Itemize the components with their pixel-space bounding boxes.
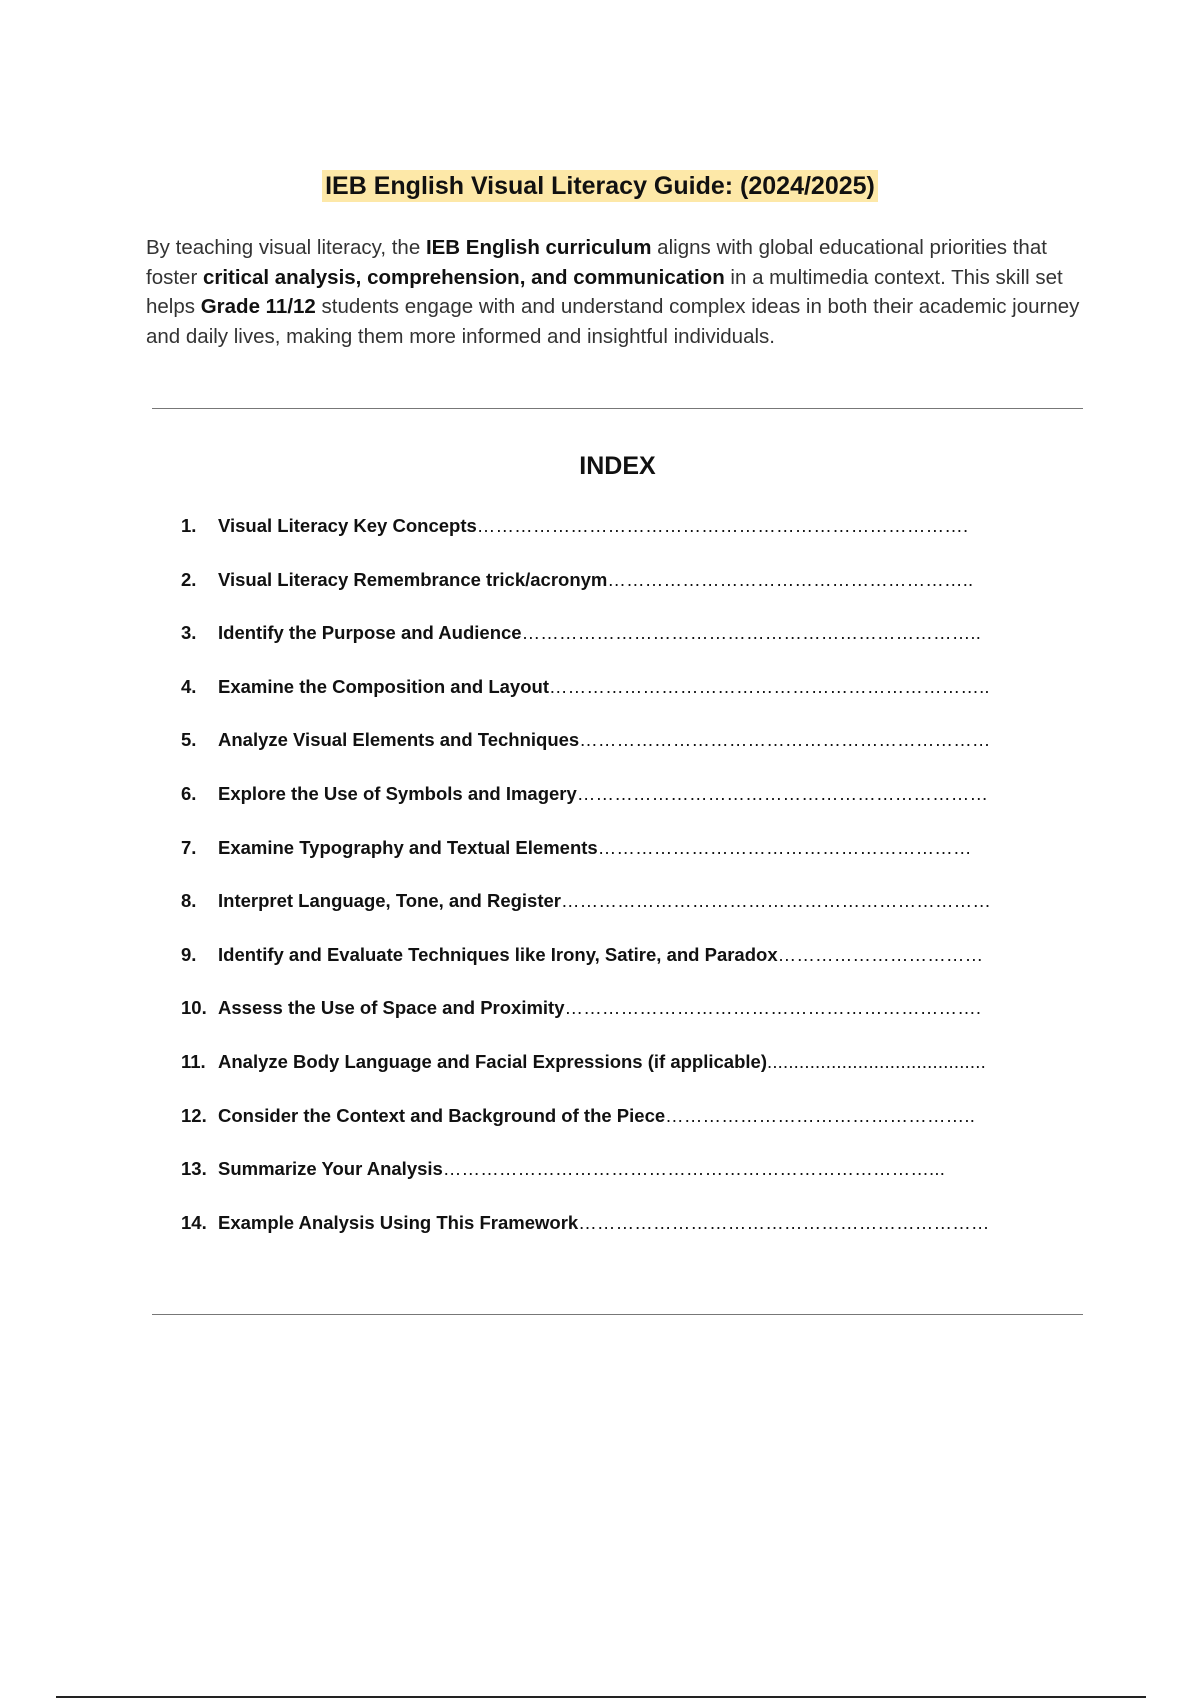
- index-item-number: 13.: [181, 1158, 207, 1180]
- index-item-leader: …………………………………………………..: [607, 568, 974, 590]
- index-item-leader: ……………………………………………………: [597, 836, 972, 858]
- index-item-leader: ……………………………………………………………..: [548, 675, 990, 697]
- index-item-leader: .........................................: [766, 1050, 986, 1072]
- index-item-title: Identify and Evaluate Techniques like Irony, Satire, and Paradox: [218, 943, 778, 965]
- index-item: [181, 512, 991, 566]
- document-title: IEB English Visual Literacy Guide: (2024/2025): [322, 170, 878, 202]
- index-item: [181, 673, 991, 727]
- index-item-leader: ……………………………: [777, 943, 984, 965]
- index-item: [181, 994, 991, 1048]
- index-item-title: Explore the Use of Symbols and Imagery: [218, 782, 577, 804]
- index-item: [181, 1048, 991, 1102]
- index-item: [181, 887, 991, 941]
- index-item-leader: …………………………………………………………: [576, 782, 989, 804]
- index-item-title: Examine the Composition and Layout: [218, 675, 549, 697]
- index-item: [181, 834, 991, 888]
- index-item-leader: …………………………………………..: [665, 1104, 976, 1126]
- index-item-number: 11.: [181, 1050, 206, 1072]
- index-item-title: Analyze Body Language and Facial Expressions (if applicable): [218, 1050, 767, 1072]
- index-item: [181, 619, 991, 673]
- index-item: [181, 1102, 991, 1156]
- index-item-title: Examine Typography and Textual Elements: [218, 836, 598, 858]
- index-item-number: 5.: [181, 729, 197, 751]
- index-item: [181, 780, 991, 834]
- title-container: [0, 170, 1200, 202]
- top-divider: [152, 408, 1083, 409]
- index-item-number: 1.: [181, 515, 197, 536]
- index-item-title: Analyze Visual Elements and Techniques: [218, 729, 580, 751]
- index-item: [181, 1209, 991, 1263]
- intro-text-4: students engage with and understand complex ideas in both their academic journey and daily lives, making them more informed and insightful individuals.: [146, 295, 1080, 348]
- index-item-number: 8.: [181, 890, 197, 912]
- intro-text-3: in a multimedia context. This skill set helps: [146, 265, 1063, 318]
- index-item: [181, 941, 991, 995]
- index-item-number: 12.: [181, 1104, 207, 1126]
- index-item-leader: ……………………………………………………………………...: [442, 1158, 946, 1180]
- index-item-number: 6.: [181, 782, 197, 804]
- index-list: [181, 512, 991, 1262]
- index-item-number: 4.: [181, 675, 197, 697]
- intro-bold-curriculum: IEB English curriculum: [425, 236, 652, 259]
- index-item-title: Visual Literacy Key Concepts: [218, 515, 477, 536]
- index-item-number: 2.: [181, 568, 197, 590]
- index-item-leader: ………………………………………………………………..: [521, 622, 982, 644]
- index-item: [181, 566, 991, 620]
- intro-text-2: aligns with global educational priorities that foster: [146, 236, 1047, 289]
- intro-bold-skills: critical analysis, comprehension, and communication: [202, 265, 725, 289]
- index-item-leader: ………………………………………………………….: [564, 997, 982, 1019]
- page-edge-line: [56, 1696, 1146, 1698]
- index-item-leader: …………………………………………………………………….: [476, 515, 969, 536]
- index-item-title: Identify the Purpose and Audience: [218, 622, 522, 644]
- index-item: [181, 1155, 991, 1209]
- intro-paragraph: [146, 233, 1086, 351]
- index-item-number: 7.: [181, 836, 197, 858]
- index-item-title: Consider the Context and Background of the Piece: [218, 1104, 666, 1126]
- index-item-title: Summarize Your Analysis: [218, 1158, 443, 1180]
- index-item-number: 9.: [181, 943, 197, 965]
- index-item-leader: ……………………………………………………………: [560, 890, 992, 912]
- index-item-number: 3.: [181, 622, 197, 644]
- intro-text-1: By teaching visual literacy, the: [146, 236, 426, 259]
- index-item-leader: …………………………………………………………: [579, 729, 991, 751]
- bottom-divider: [152, 1314, 1083, 1315]
- index-item-number: 10.: [181, 997, 207, 1019]
- intro-bold-grade: Grade 11/12: [200, 295, 316, 318]
- index-item-title: Visual Literacy Remembrance trick/acronym: [218, 568, 608, 590]
- index-item-title: Example Analysis Using This Framework: [218, 1211, 579, 1233]
- index-heading: INDEX: [579, 452, 656, 480]
- index-item-title: Interpret Language, Tone, and Register: [218, 890, 561, 912]
- index-item-number: 14.: [181, 1211, 207, 1233]
- index-item-title: Assess the Use of Space and Proximity: [218, 997, 565, 1019]
- index-item: [181, 726, 991, 780]
- index-item-leader: …………………………………………………………: [578, 1211, 990, 1233]
